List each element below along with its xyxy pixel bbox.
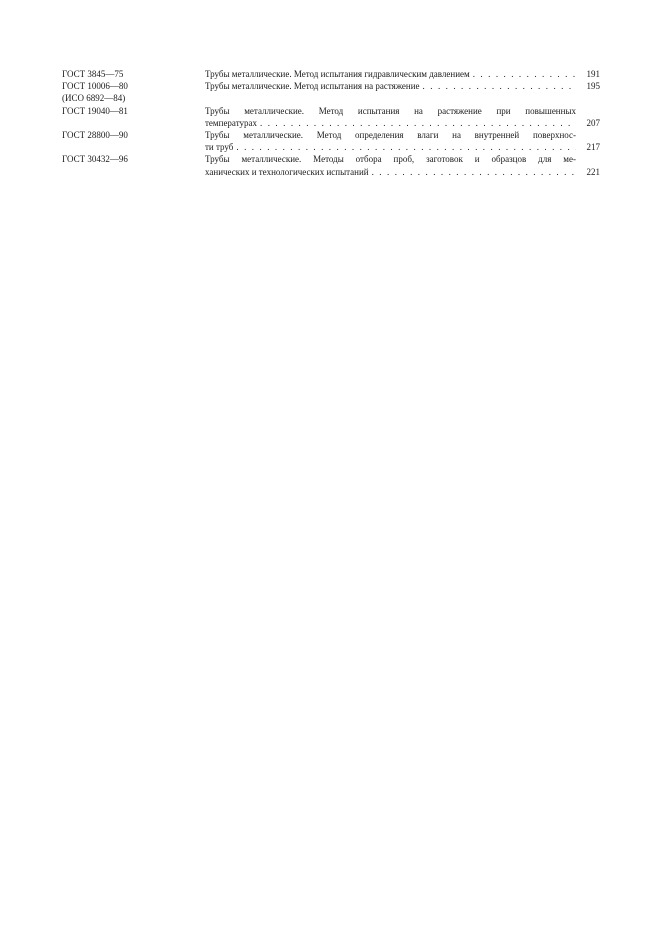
page-number: 195 [586,81,600,92]
entry-title [205,68,600,80]
entry-title-text: температурах [205,117,258,128]
standard-code [62,153,205,165]
standard-code [62,129,205,141]
entry-title-text: ханических и технологических испытаний [205,166,369,177]
standard-code [62,80,205,104]
entry-title-text: Трубы металлические. Метод испытания гидравлическим давлением [205,69,470,79]
entry-title [205,153,600,177]
entry-title-last-line [205,117,600,129]
dot-leader [420,80,576,92]
page-number: 191 [586,69,600,79]
page-number: 207 [586,117,600,128]
entry-title [205,80,600,92]
toc-entry-gost-28800[interactable] [62,129,600,153]
standard-code-line: ГОСТ 30432—96 [62,154,128,165]
toc-entry-gost-3845[interactable] [62,68,600,80]
standard-code-iso-equivalent: (ИСО 6892—84) [62,93,126,104]
toc-entry-gost-10006[interactable] [62,80,600,104]
toc-entry-gost-30432[interactable] [62,153,600,177]
standard-code-line: ГОСТ 19040—81 [62,105,128,116]
entry-title-line: Трубы металлические. Метод испытания на растяжение при повышенных [205,105,576,116]
table-of-contents [62,68,600,178]
page-number: 217 [586,142,600,153]
standard-code-line: ГОСТ 3845—75 [62,69,124,79]
page-number: 221 [586,166,600,177]
entry-title-last-line [205,166,600,178]
entry-title-text: ти труб [205,142,234,153]
dot-leader [233,141,576,153]
dot-leader [470,68,576,80]
toc-entry-gost-19040[interactable] [62,105,600,129]
entry-title-line: Трубы металлические. Методы отбора проб, заготовок и образцов для ме- [205,154,576,165]
standard-code [62,68,205,80]
dot-leader [257,117,576,129]
dot-leader [369,166,576,178]
entry-title-line: Трубы металлические. Метод определения влаги на внутренней поверхнос- [205,130,576,141]
entry-title-text: Трубы металлические. Метод испытания на растяжение [205,81,420,92]
standard-code-line: ГОСТ 28800—90 [62,130,128,141]
standard-code-line: ГОСТ 10006—80 [62,81,128,92]
entry-title-last-line [205,80,600,92]
entry-title-last-line [205,141,600,153]
standard-code [62,105,205,117]
entry-title-last-line [205,68,600,80]
entry-title [205,105,600,129]
entry-title [205,129,600,153]
